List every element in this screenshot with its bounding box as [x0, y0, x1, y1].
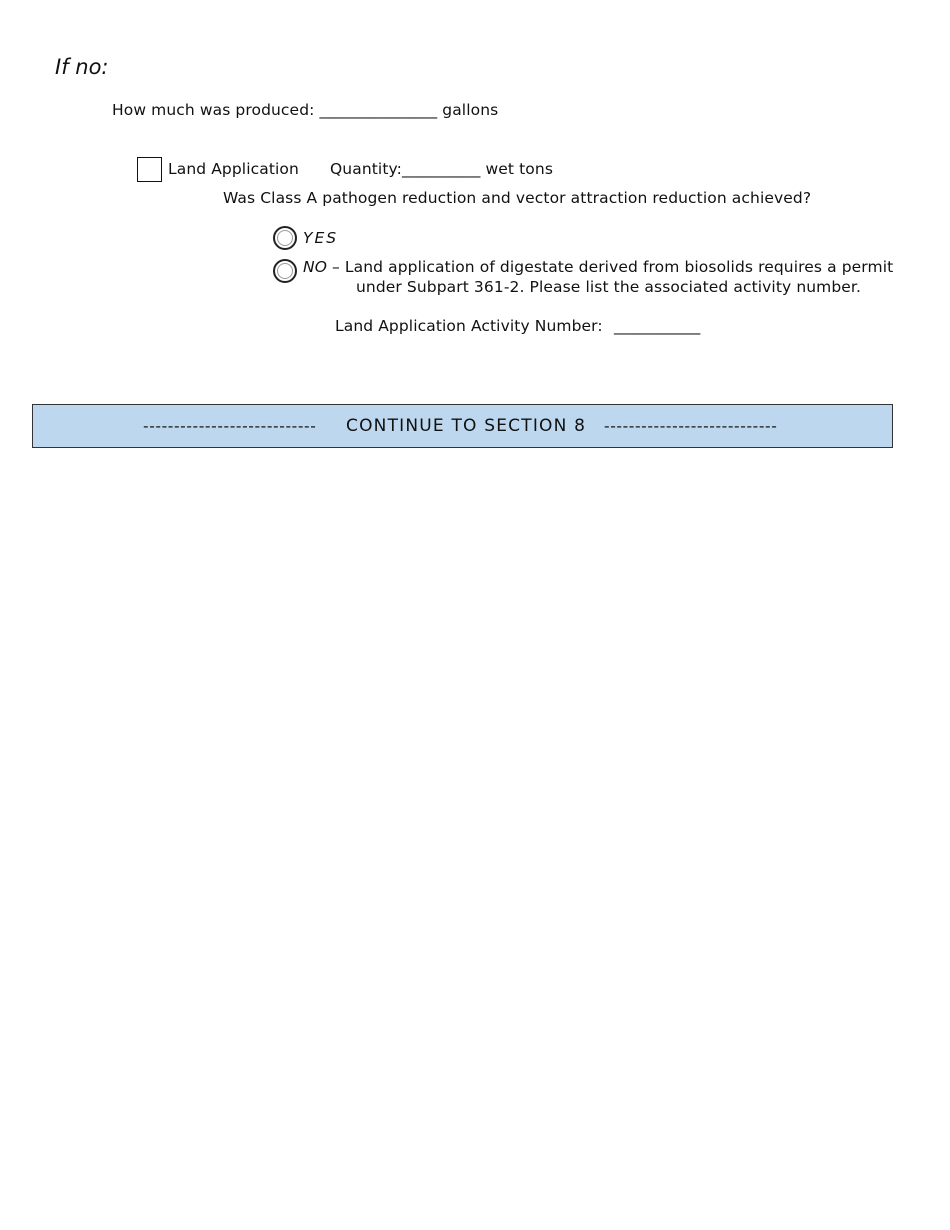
activity-number-label: Land Application Activity Number: — [335, 317, 603, 335]
if-no-heading: If no: — [55, 55, 109, 79]
activity-number-blank[interactable]: ___________ — [614, 317, 701, 335]
land-application-checkbox[interactable] — [137, 157, 162, 182]
quantity-unit: wet tons — [485, 160, 553, 178]
continue-to-section-8-text: CONTINUE TO SECTION 8 — [346, 416, 587, 436]
banner-dashes-right: ---------------------------- — [604, 417, 778, 435]
no-option-line1 — [303, 258, 893, 276]
produced-blank[interactable]: _______________ — [319, 101, 438, 119]
pathogen-question: Was Class A pathogen reduction and vector attraction reduction achieved? — [223, 189, 812, 207]
land-application-label: Land Application — [168, 160, 299, 178]
produced-unit: gallons — [442, 101, 499, 119]
produced-label: How much was produced: — [112, 101, 315, 119]
quantity-blank[interactable]: __________ — [401, 160, 481, 178]
banner-dashes-left: ---------------------------- — [143, 417, 317, 435]
yes-radio[interactable] — [273, 226, 297, 250]
no-option-line2: under Subpart 361-2. Please list the associated activity number. — [356, 278, 862, 296]
quantity-row — [330, 160, 553, 178]
quantity-label: Quantity: — [330, 160, 402, 178]
no-description: – Land application of digestate derived from biosolids requires a permit — [332, 258, 894, 276]
yes-label: YES — [303, 229, 339, 247]
continue-banner — [32, 404, 893, 448]
produced-row — [112, 101, 498, 119]
no-radio[interactable] — [273, 259, 297, 283]
no-label: NO — [303, 258, 327, 276]
